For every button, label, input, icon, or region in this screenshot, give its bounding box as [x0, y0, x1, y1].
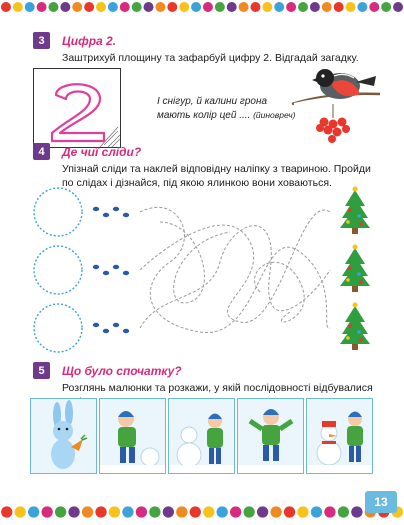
- tree-ornament: [346, 336, 350, 340]
- digit-two-outline[interactable]: [34, 69, 122, 149]
- bullfinch-illustration: [290, 64, 382, 149]
- decor-dot: [25, 2, 35, 12]
- scene-bunny[interactable]: [30, 398, 97, 474]
- decor-dot: [298, 2, 308, 12]
- tree-ornament: [357, 214, 361, 218]
- decor-dot: [60, 2, 70, 12]
- decor-dot: [1, 2, 11, 12]
- decor-dot: [13, 2, 23, 12]
- decor-dot: [144, 2, 154, 12]
- decor-dot: [55, 506, 66, 517]
- sticker-circle[interactable]: [34, 304, 82, 352]
- scene-boy-rolling-snowball[interactable]: [99, 398, 166, 474]
- decor-dot: [227, 2, 237, 12]
- decor-dot: [149, 506, 160, 517]
- section-title: Де чиї сліди?: [62, 145, 142, 159]
- decor-dot: [191, 2, 201, 12]
- decor-dot: [381, 2, 391, 12]
- riddle-answer: (йиновреч): [253, 110, 296, 120]
- tree-ornament: [359, 222, 363, 226]
- tree-star: [353, 303, 358, 308]
- footprint-icon: [113, 323, 119, 327]
- decor-dot: [72, 2, 82, 12]
- decor-dot: [346, 2, 356, 12]
- decor-dot: [250, 2, 260, 12]
- decor-dot: [270, 506, 281, 517]
- tree-ornament: [359, 280, 363, 284]
- decor-dot: [351, 506, 362, 517]
- decor-dot: [203, 2, 213, 12]
- footprint-icon: [123, 271, 129, 275]
- tree-trunk: [352, 286, 358, 292]
- decor-dot: [262, 2, 272, 12]
- decor-dot: [84, 2, 94, 12]
- footprint-icon: [93, 323, 99, 327]
- scene-snowman-base[interactable]: [168, 398, 235, 474]
- tree-ornament: [348, 266, 352, 270]
- decor-dot: [393, 2, 403, 12]
- footprint-icon: [93, 265, 99, 269]
- decor-dot: [274, 2, 284, 12]
- decor-dot: [310, 2, 320, 12]
- tree-trunk: [352, 344, 358, 350]
- section-title: Цифра 2.: [62, 34, 117, 48]
- decor-dot: [369, 2, 379, 12]
- decor-dot: [357, 2, 367, 12]
- decor-dot: [203, 506, 214, 517]
- decor-dot: [48, 2, 58, 12]
- footprint-icon: [93, 207, 99, 211]
- decor-dot: [95, 506, 106, 517]
- decor-dot: [257, 506, 268, 517]
- footprint-icon: [123, 329, 129, 333]
- tree-ornament: [357, 330, 361, 334]
- tree-star: [353, 187, 358, 192]
- maze-trail: [140, 210, 330, 322]
- footprint-icon: [123, 213, 129, 217]
- decor-dot: [243, 506, 254, 517]
- tree-ornament: [346, 220, 350, 224]
- decor-dot: [108, 2, 118, 12]
- riddle-line-2-text: мають колір цей ....: [157, 110, 251, 121]
- section-number-badge: 5: [33, 362, 50, 379]
- footprint-icon: [103, 329, 109, 333]
- decor-dot: [28, 506, 39, 517]
- decor-dot: [297, 506, 308, 517]
- tree-star: [353, 245, 358, 250]
- decor-dot: [1, 506, 12, 517]
- section-instruction: Упізнай сліди та наклей відповідну наліпку з твариною. Пройди по слідах і дізнайся, під якою ялинкою вони ховаються.: [62, 163, 371, 189]
- decor-dot: [15, 506, 26, 517]
- bottom-dot-border: [0, 505, 404, 519]
- footprint-icon: [103, 213, 109, 217]
- page-number: 13: [365, 491, 397, 513]
- decor-dot: [230, 506, 241, 517]
- decor-dot: [122, 506, 133, 517]
- decor-dot: [132, 2, 142, 12]
- decor-dot: [37, 2, 47, 12]
- tree-ornament: [348, 208, 352, 212]
- decor-dot: [109, 506, 120, 517]
- decor-dot: [96, 2, 106, 12]
- section-number-badge: 4: [33, 143, 50, 160]
- tree-trunk: [352, 228, 358, 234]
- decor-dot: [215, 2, 225, 12]
- riddle-line-1: І снігур, й калини грона: [157, 96, 268, 107]
- decor-dot: [311, 506, 322, 517]
- tree-ornament: [348, 324, 352, 328]
- scene-finished-snowman[interactable]: [306, 398, 373, 474]
- maze-trail: [255, 262, 305, 322]
- sticker-circle[interactable]: [34, 246, 82, 294]
- decor-dot: [239, 2, 249, 12]
- decor-dot: [334, 2, 344, 12]
- section-number-badge: 3: [33, 32, 50, 49]
- section-instruction: Заштрихуй площину та зафарбуй цифру 2. Відгадай загадку.: [62, 52, 359, 64]
- decor-dot: [41, 506, 52, 517]
- scene-boy-jumping[interactable]: [237, 398, 304, 474]
- decor-dot: [120, 2, 130, 12]
- decor-dot: [68, 506, 79, 517]
- decor-dot: [155, 2, 165, 12]
- tree-ornament: [357, 272, 361, 276]
- footprint-icon: [113, 265, 119, 269]
- maze-trail: [140, 207, 330, 332]
- decor-dot: [190, 506, 201, 517]
- decor-dot: [163, 506, 174, 517]
- decor-dot: [176, 506, 187, 517]
- footprint-icon: [113, 207, 119, 211]
- section-title: Що було спочатку?: [62, 364, 182, 378]
- decor-dot: [322, 2, 332, 12]
- decor-dot: [284, 506, 295, 517]
- sticker-circle[interactable]: [34, 188, 82, 236]
- top-dot-border: [0, 0, 404, 14]
- footprint-icon: [103, 271, 109, 275]
- riddle-line-2: [157, 110, 295, 121]
- tree-ornament: [346, 278, 350, 282]
- decor-dot: [179, 2, 189, 12]
- sequence-picture-strip: [30, 398, 374, 474]
- decor-dot: [217, 506, 228, 517]
- tracks-maze-area: [0, 182, 404, 367]
- decor-dot: [167, 2, 177, 12]
- decor-dot: [136, 506, 147, 517]
- section-instruction: Розглянь малюнки та розкажи, у якій послідовності відбувалися: [62, 382, 373, 394]
- digit-shading-box[interactable]: [33, 68, 121, 148]
- maze-trail: [140, 226, 330, 328]
- decor-dot: [286, 2, 296, 12]
- decor-dot: [324, 506, 335, 517]
- tree-ornament: [359, 338, 363, 342]
- decor-dot: [82, 506, 93, 517]
- decor-dot: [338, 506, 349, 517]
